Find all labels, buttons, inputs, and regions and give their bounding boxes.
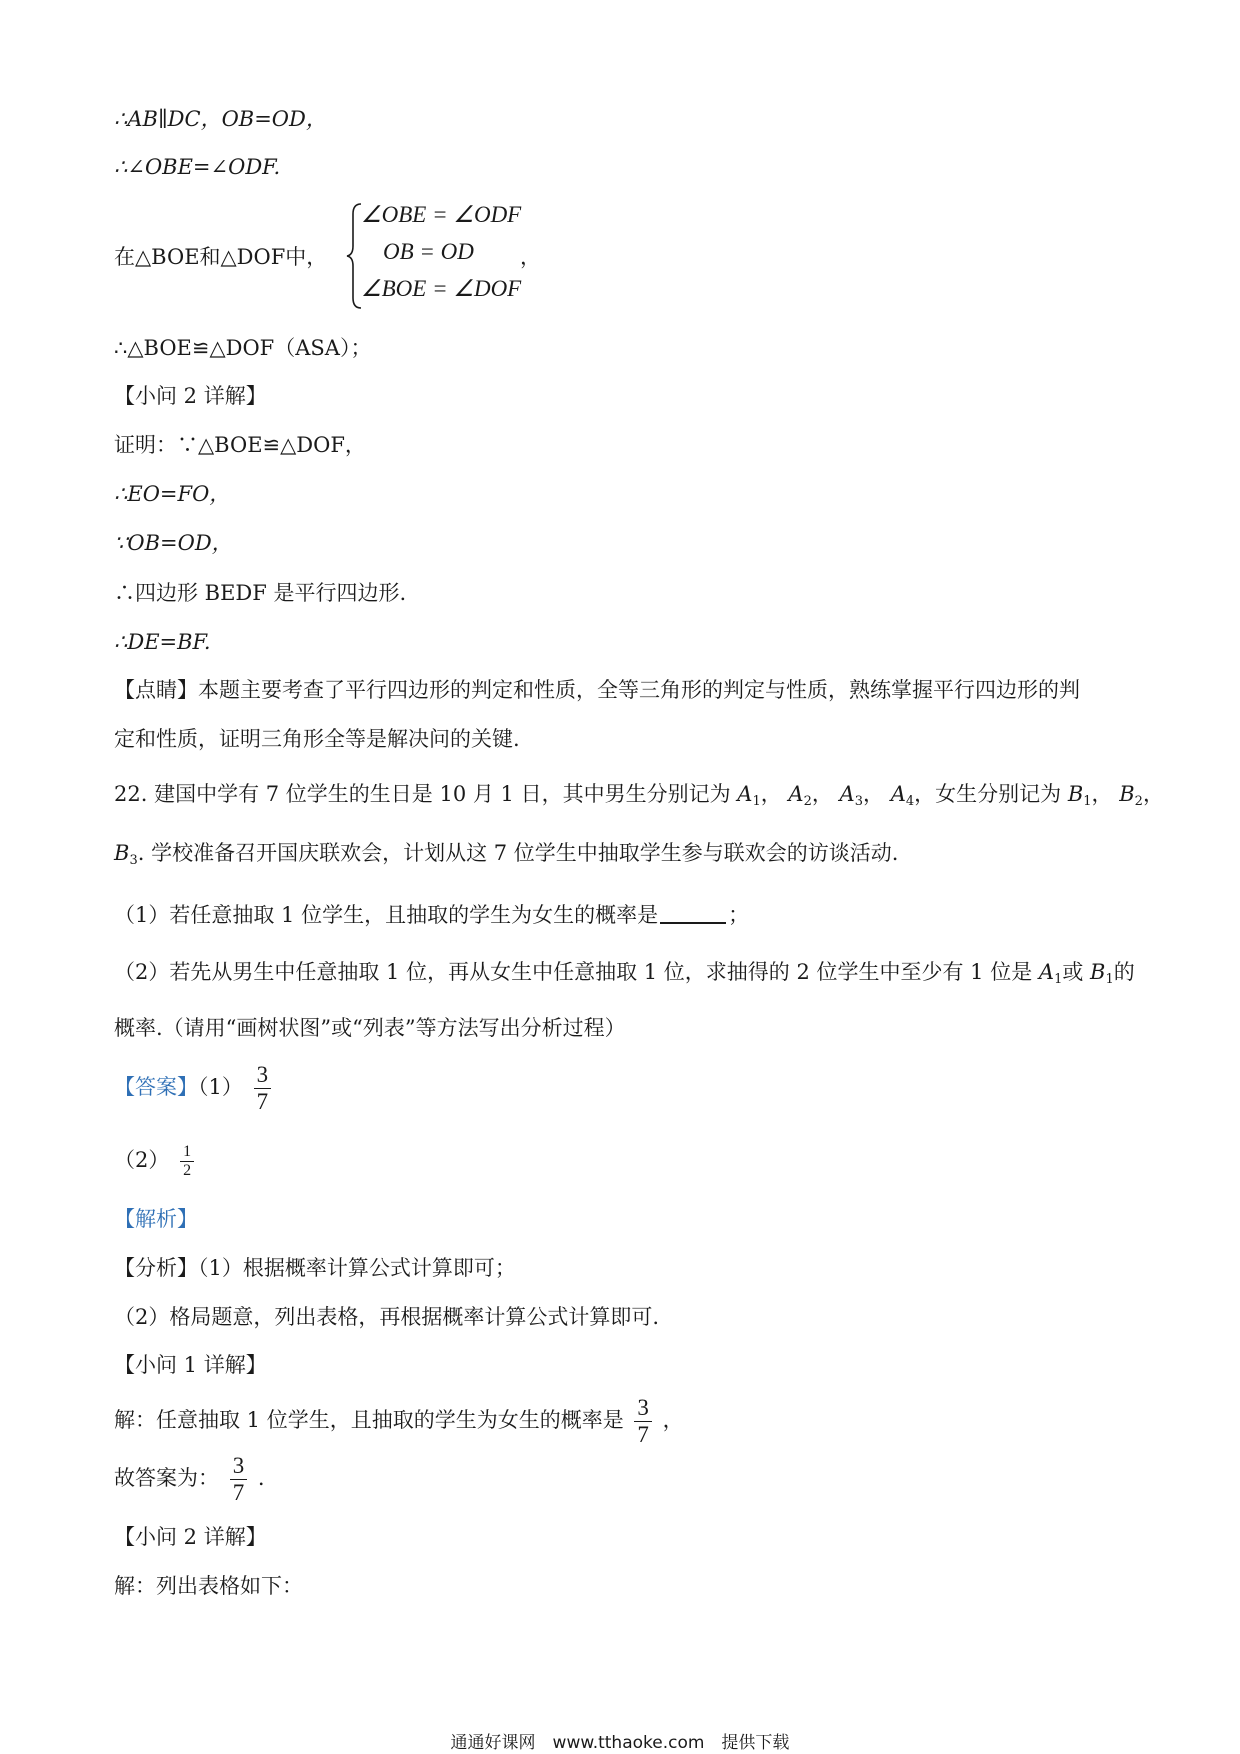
dianjing-line-2: 定和性质，证明三角形全等是解决问的关键. xyxy=(114,727,520,751)
answer-label: 【答案】 xyxy=(114,1075,198,1099)
solution-1: 解：任意抽取 1 位学生，且抽取的学生为女生的概率是 $\frac{3}{7}$ ， xyxy=(114,1395,684,1447)
fenxi-line-2: （2）格局题意，列出表格，再根据概率计算公式计算即可. xyxy=(114,1305,660,1329)
system-row-2: OB = OD xyxy=(383,239,474,264)
line-ob-od: ∵OB=OD， xyxy=(114,531,233,555)
page-footer: 通通好课网 www.tthaoke.com 提供下载 xyxy=(450,1733,790,1753)
answer-line-2: （2） $\frac{1}{2}$ xyxy=(114,1143,198,1180)
heading-q2-detail-2: 【小问 2 详解】 xyxy=(114,1525,267,1549)
fraction-three-sevenths-3: $\frac{3}{7}$ xyxy=(230,1453,248,1506)
fraction-one-half: $\frac{1}{2}$ xyxy=(180,1143,194,1180)
question-2-line-1: （2）若先从男生中任意抽取 1 位，再从女生中任意抽取 1 位，求抽得的 2 位学生中至少有 1 位是 $A_1$或 $B_1$的 xyxy=(114,960,1135,987)
line-eo-fo: ∴EO=FO， xyxy=(114,482,231,506)
dianjing-line-1: 【点睛】本题主要考查了平行四边形的判定和性质，全等三角形的判定与性质，熟练掌握平行四边形的判 xyxy=(114,678,1080,702)
line-de-bf: ∴DE=BF. xyxy=(114,630,211,654)
line-ab-parallel-dc: ∴AB∥DC，OB=OD， xyxy=(114,107,327,131)
fraction-three-sevenths-2: $\frac{3}{7}$ xyxy=(634,1395,652,1448)
question-1: （1）若任意抽取 1 位学生，且抽取的学生为女生的概率是 ； xyxy=(114,900,749,930)
system-comma: ， xyxy=(520,245,541,269)
problem-22-line-2: $B_3$. 学校准备召开国庆联欢会，计划从这 7 位学生中抽取学生参与联欢会的访谈活动. xyxy=(114,841,899,868)
answer-blank xyxy=(660,900,726,924)
fenxi-line-1: 【分析】（1）根据概率计算公式计算即可； xyxy=(114,1256,516,1280)
analysis-label: 【解析】 xyxy=(114,1207,198,1231)
line-congruent-asa: ∴△BOE≌△DOF（ASA）； xyxy=(114,336,372,360)
question-2-line-2: 概率.（请用“画树状图”或“列表”等方法写出分析过程） xyxy=(114,1016,626,1040)
line-parallelogram: ∴四边形 BEDF 是平行四边形. xyxy=(114,581,407,605)
system-row-3: ∠BOE = ∠DOF xyxy=(361,276,522,301)
heading-q2-detail: 【小问 2 详解】 xyxy=(114,384,267,408)
line-proof-congruent: 证明：∵△BOE≌△DOF， xyxy=(114,433,366,457)
final-answer: 故答案为： $\frac{3}{7}$ . xyxy=(114,1453,265,1505)
system-row-1: ∠OBE = ∠ODF xyxy=(361,202,522,227)
line-angle-obe-odf: ∴∠OBE=∠ODF. xyxy=(114,155,281,179)
line-in-triangles: 在△BOE和△DOF中， xyxy=(114,245,328,269)
problem-22-line-1: 22. 建国中学有 7 位学生的生日是 10 月 1 日，其中男生分别记为 $A_1$， $A_2$， $A_3$， $A_4$，女生分别记为 $B_1$， $B_2$， xyxy=(114,782,1164,809)
equation-system xyxy=(345,202,545,310)
heading-q1-detail: 【小问 1 详解】 xyxy=(114,1353,267,1377)
solution-2: 解：列出表格如下： xyxy=(114,1574,303,1598)
fraction-three-sevenths: $\frac{3}{7}$ xyxy=(254,1062,272,1115)
answer-line-1: 【答案】（1） $\frac{3}{7}$ xyxy=(114,1062,275,1115)
